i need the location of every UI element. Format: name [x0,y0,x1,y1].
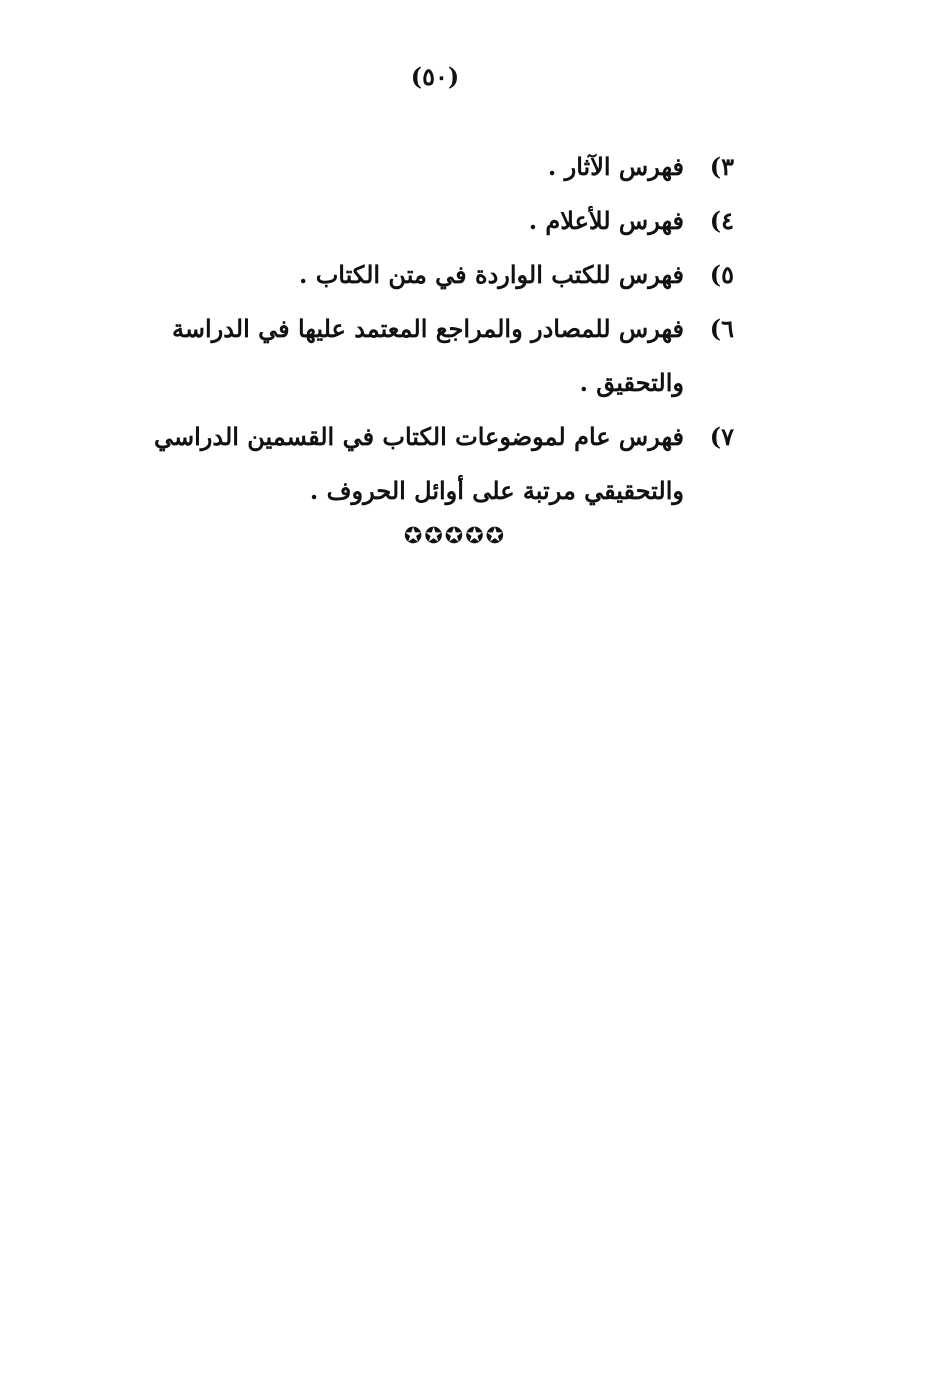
list-item [94,194,734,248]
list-item [94,248,734,302]
item-text: فهرس الآثار . [547,152,684,181]
list-item [94,410,734,518]
item-text: فهرس للمصادر والمراجع المعتمد عليها في الدراسة والتحقيق . [171,314,684,397]
list-item [94,140,734,194]
ornament-divider: ✪✪✪✪✪ [403,524,507,549]
item-number: ٥) [709,260,734,289]
page-number: (٥٠) [410,62,460,91]
item-number: ٤) [709,206,734,235]
item-text: فهرس للكتب الواردة في متن الكتاب . [298,260,684,289]
item-number: ٦) [709,314,734,343]
item-text: فهرس للأعلام . [528,206,684,235]
index-list [94,140,734,518]
item-text: فهرس عام لموضوعات الكتاب في القسمين الدراسي والتحقيقي مرتبة على أوائل الحروف . [153,422,684,505]
list-item [94,302,734,410]
item-number: ٧) [709,422,734,451]
item-number: ٣) [709,152,734,181]
